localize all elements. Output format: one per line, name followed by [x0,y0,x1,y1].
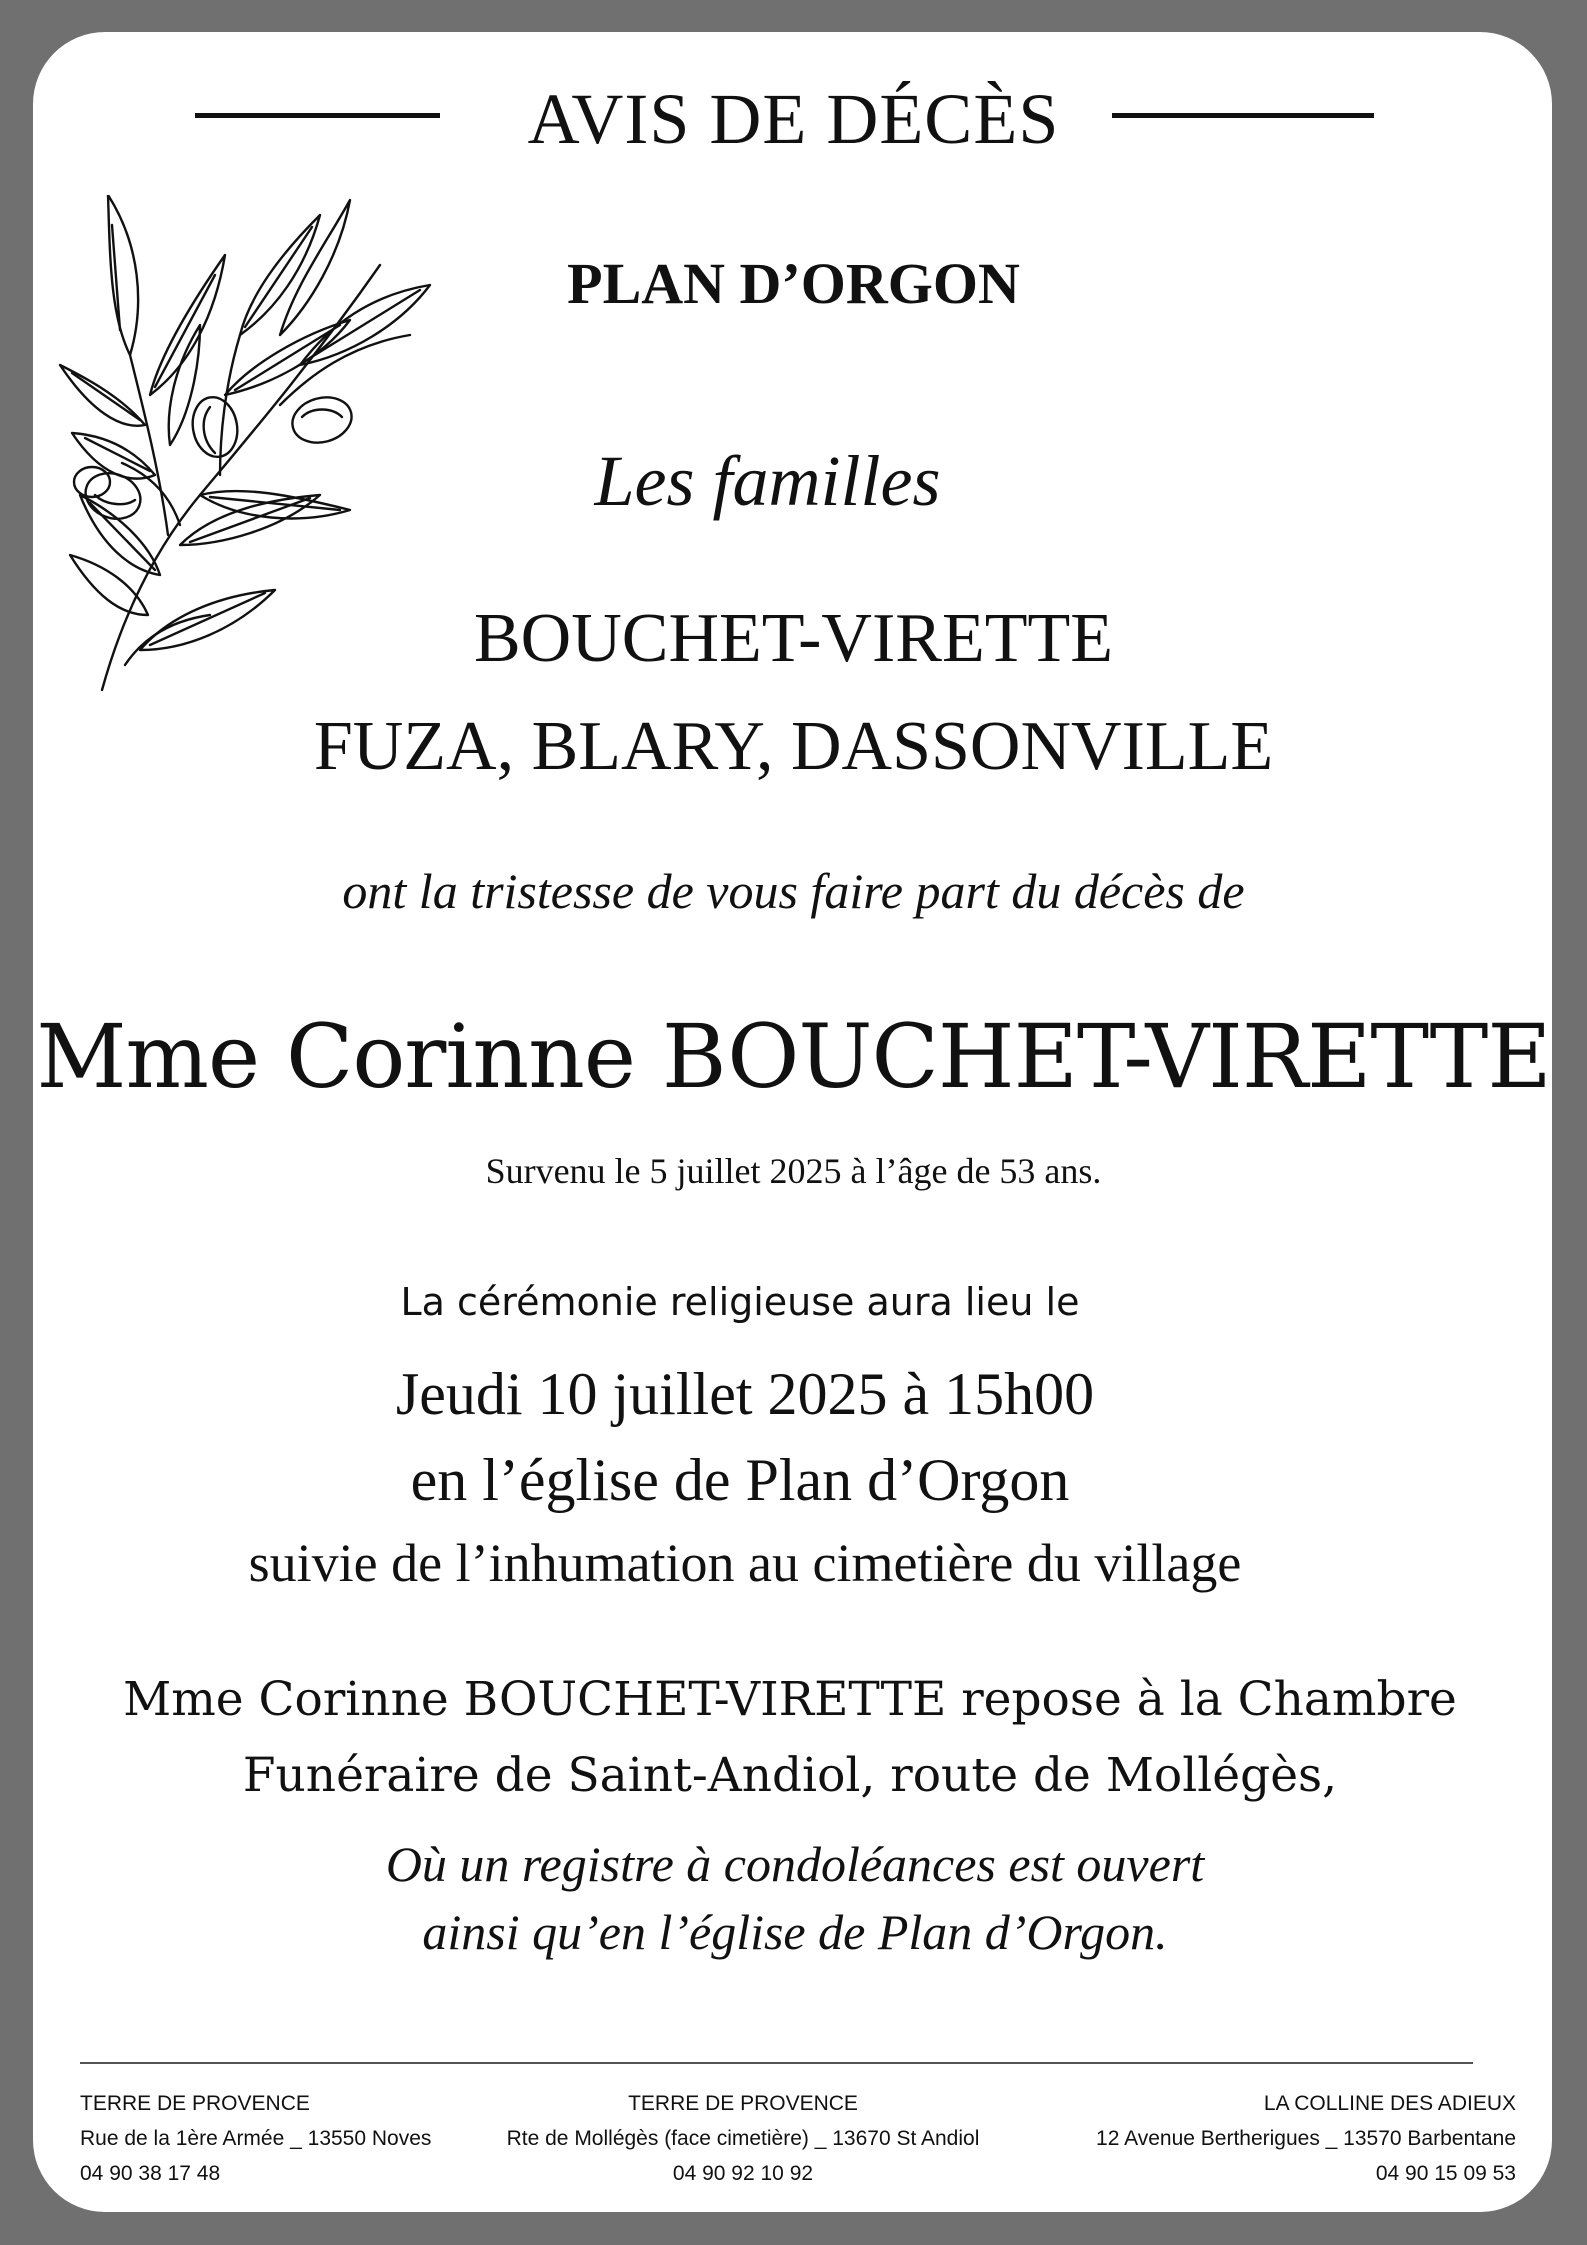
deceased-date: Survenu le 5 juillet 2025 à l’âge de 53 ans. [485,1151,1102,1191]
footer-divider [80,2062,1473,2064]
family-names-line-1: BOUCHET-VIRETTE [473,600,1114,677]
ceremony-intro: La cérémonie religieuse aura lieu le [400,1280,1080,1324]
families-intro: Les familles [594,441,941,521]
condolences-line-2: ainsi qu’en l’église de Plan d’Orgon. [422,1904,1168,1960]
footer-agency-noves [80,2086,431,2191]
condolences-line-1: Où un registre à condoléances est ouvert [385,1836,1205,1892]
footer-agency-st-andiol [493,2086,993,2191]
ceremony-burial: suivie de l’inhumation au cimetière du village [248,1533,1242,1593]
announcement-text: ont la tristesse de vous faire part du décès de [342,863,1245,919]
family-names [0,585,1587,801]
rest-location-line-2: Funéraire de Saint-Andiol, route de Mollégès, [242,1748,1338,1803]
footer-agency-name: TERRE DE PROVENCE [80,2092,310,2115]
footer-agency-name: TERRE DE PROVENCE [628,2092,858,2115]
footer-agency-barbentane [1096,2086,1516,2191]
footer-agency-phone[interactable]: 04 90 15 09 53 [1375,2162,1516,2185]
condolences-note [0,1830,1587,1966]
footer-agency-address: Rue de la 1ère Armée _ 13550 Noves [80,2127,432,2150]
footer-agency-phone[interactable]: 04 90 38 17 48 [80,2162,221,2185]
footer-agency-address: 12 Avenue Bertherigues _ 13570 Barbentane [1096,2127,1516,2150]
footer-agency-address: Rte de Mollégès (face cimetière) _ 13670 St Andiol [506,2127,980,2150]
town-heading: PLAN D’ORGON [567,251,1020,316]
deceased-name: Mme Corinne BOUCHET-VIRETTE [36,1005,1551,1108]
family-names-line-2: FUZA, BLARY, DASSONVILLE [313,708,1274,785]
footer-agency-phone[interactable]: 04 90 92 10 92 [672,2162,814,2185]
ceremony-place: en l’église de Plan d’Orgon [410,1447,1070,1513]
ceremony-date: Jeudi 10 juillet 2025 à 15h00 [395,1361,1095,1427]
rest-location [0,1662,1580,1814]
page-title: AVIS DE DÉCÈS [527,79,1060,159]
rest-location-line-1: Mme Corinne BOUCHET-VIRETTE repose à la Chambre [123,1672,1457,1727]
footer-agency-name: LA COLLINE DES ADIEUX [1263,2092,1516,2115]
